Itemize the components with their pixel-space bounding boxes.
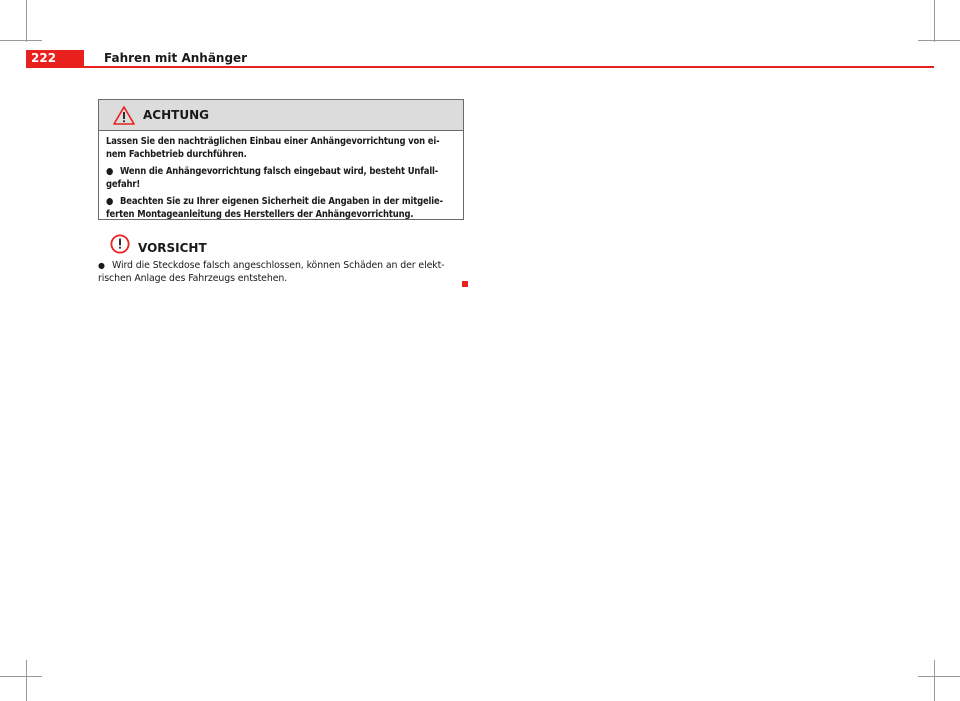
caution-title: VORSICHT — [138, 241, 207, 255]
warning-paragraph: Lassen Sie den nachträglichen Einbau einer Anhängevorrichtung von ei- nem Fachbetrieb durchführen. — [106, 136, 440, 160]
crop-mark — [934, 0, 935, 42]
crop-mark — [934, 660, 935, 701]
caution-bullet — [98, 259, 468, 285]
crop-mark — [26, 660, 27, 701]
bullet-dot: ● — [98, 261, 105, 270]
caution-exclamation-icon — [110, 234, 130, 254]
warning-bullet-text: Wenn die Anhängevorrichtung falsch eingebaut wird, besteht Unfall- gefahr! — [106, 166, 439, 190]
warning-box — [98, 99, 464, 220]
warning-triangle-icon — [113, 106, 135, 125]
warning-bullet — [106, 165, 457, 191]
crop-mark — [0, 676, 42, 677]
warning-header — [99, 100, 463, 131]
crop-mark — [918, 676, 960, 677]
header-rule — [26, 66, 934, 68]
page-title: Fahren mit Anhänger — [104, 51, 248, 65]
warning-title: ACHTUNG — [143, 108, 209, 122]
caution-body — [98, 259, 468, 285]
bullet-dot: ● — [106, 166, 114, 177]
crop-mark — [918, 40, 960, 41]
page-number: 222 — [26, 50, 84, 66]
bullet-dot: ● — [106, 196, 114, 207]
warning-bullet — [106, 195, 457, 221]
warning-bullet-text: Beachten Sie zu Ihrer eigenen Sicherheit die Angaben in der mitgelie- ferten Montageanleitung des Herstellers der Anhängevorrichtung. — [106, 196, 443, 220]
crop-mark — [26, 0, 27, 42]
crop-mark — [0, 40, 42, 41]
warning-body — [99, 131, 463, 221]
caution-bullet-text: Wird die Steckdose falsch angeschlossen, können Schäden an der elekt- rischen Anlage des Fahrzeugs entstehen. — [98, 260, 445, 284]
section-end-mark — [462, 281, 468, 287]
